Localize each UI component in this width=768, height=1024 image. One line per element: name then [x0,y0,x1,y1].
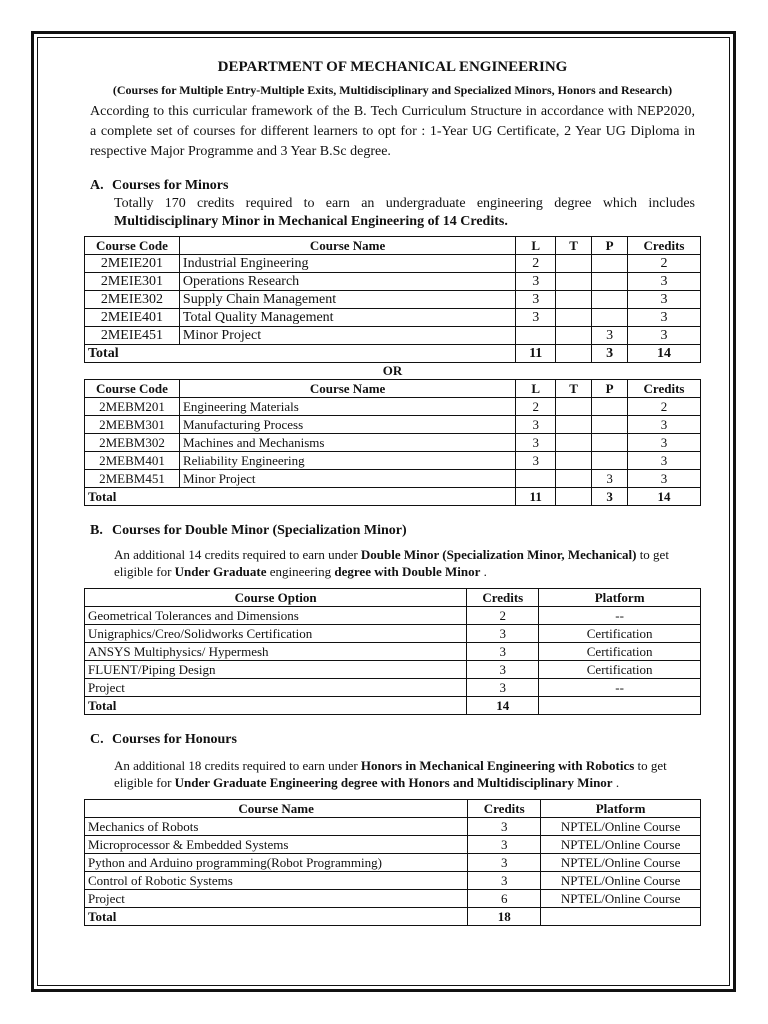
course-code-cell: 2MEBM451 [85,470,180,488]
col-l: L [516,380,556,398]
course-code-cell: 2MEBM302 [85,434,180,452]
minor-table-industrial [84,236,701,363]
credits-cell: 3 [628,416,701,434]
table-row [85,854,701,872]
col-platform: Platform [539,589,701,607]
total-label: Total [85,908,468,926]
p-cell [592,273,628,291]
table-row [85,890,701,908]
text-run-bold: Under Graduate [174,564,267,579]
t-cell [556,452,592,470]
l-cell [516,470,556,488]
text-run-bold: Honors in Mechanical Engineering with Robotics [360,758,635,773]
credits-cell: 2 [628,398,701,416]
course-code-cell: 2MEIE451 [85,327,180,345]
section-a-text [114,195,695,231]
document-body [90,58,695,926]
t-cell [556,470,592,488]
t-cell [556,327,592,345]
p-cell [592,452,628,470]
l-cell: 3 [516,434,556,452]
section-b-heading [90,522,695,540]
course-name-cell: Control of Robotic Systems [85,872,468,890]
p-cell: 3 [592,327,628,345]
total-l: 11 [516,345,556,363]
table-row [85,291,701,309]
section-title: Courses for Honours [112,732,237,747]
table-row [85,452,701,470]
platform-cell: NPTEL/Online Course [541,890,701,908]
total-credits: 14 [628,345,701,363]
col-course-code: Course Code [85,380,180,398]
course-code-cell: 2MEIE401 [85,309,180,327]
table-row [85,398,701,416]
credits-cell: 3 [467,679,539,697]
table-row [85,661,701,679]
total-t [556,345,592,363]
page-title: DEPARTMENT OF MECHANICAL ENGINEERING [217,59,568,75]
total-row [85,697,701,715]
l-cell: 3 [516,416,556,434]
col-l: L [516,237,556,255]
credits-cell: 6 [468,890,541,908]
platform-cell: Certification [539,643,701,661]
course-code-cell: 2MEIE301 [85,273,180,291]
section-title: Courses for Double Minor (Specialization Minor) [112,523,407,538]
honours-table [84,799,701,926]
section-b [90,522,695,715]
platform-cell: -- [539,607,701,625]
credits-cell: 3 [628,470,701,488]
table-row [85,679,701,697]
platform-cell: Certification [539,661,701,679]
course-option-cell: Unigraphics/Creo/Solidworks Certification [85,625,467,643]
credits-cell: 3 [467,625,539,643]
l-cell: 3 [516,273,556,291]
text-run: An additional 14 credits required to earn under [114,547,361,562]
p-cell [592,255,628,273]
credits-cell: 3 [468,818,541,836]
credits-cell: 3 [628,452,701,470]
course-name-cell: Operations Research [179,273,515,291]
col-p: P [592,380,628,398]
section-letter: C. [90,732,104,747]
total-p: 3 [592,345,628,363]
course-option-cell: FLUENT/Piping Design [85,661,467,679]
page-subtitle: (Courses for Multiple Entry-Multiple Exits, Multidisciplinary and Specialized Minors, Honors and Research) [112,83,673,97]
table-row [85,434,701,452]
p-cell [592,291,628,309]
t-cell [556,255,592,273]
col-t: T [556,237,592,255]
section-c [90,731,695,926]
course-name-cell: Minor Project [179,470,515,488]
table-header-row [85,380,701,398]
t-cell [556,309,592,327]
credits-cell: 3 [467,661,539,679]
credits-cell: 3 [628,291,701,309]
course-name-cell: Total Quality Management [179,309,515,327]
total-row [85,488,701,506]
col-course-code: Course Code [85,237,180,255]
col-credits: Credits [467,589,539,607]
text-run: An additional 18 credits required to earn under [114,758,361,773]
l-cell: 2 [516,398,556,416]
l-cell [516,327,556,345]
total-credits: 14 [467,697,539,715]
course-code-cell: 2MEIE302 [85,291,180,309]
credits-cell: 3 [628,309,701,327]
text-run: . [480,564,487,579]
course-name-cell: Engineering Materials [179,398,515,416]
total-platform [539,697,701,715]
course-name-cell: Python and Arduino programming(Robot Programming) [85,854,468,872]
total-label: Total [85,488,516,506]
p-cell [592,309,628,327]
t-cell [556,273,592,291]
t-cell [556,434,592,452]
col-course-name: Course Name [179,380,515,398]
section-title: Courses for Minors [112,178,229,193]
col-course-option: Course Option [85,589,467,607]
section-a-text-plain: Totally 170 credits required to earn an undergraduate engineering degree which includes [114,196,695,211]
l-cell: 3 [516,452,556,470]
col-credits: Credits [628,237,701,255]
section-a-text-bold: Multidisciplinary Minor in Mechanical Engineering of 14 Credits. [114,214,508,229]
platform-cell: Certification [539,625,701,643]
table-row [85,416,701,434]
section-letter: B. [90,523,103,538]
course-name-cell: Project [85,890,468,908]
credits-cell: 3 [628,434,701,452]
t-cell [556,416,592,434]
p-cell [592,434,628,452]
col-t: T [556,380,592,398]
table-row [85,309,701,327]
p-cell [592,416,628,434]
course-name-cell: Reliability Engineering [179,452,515,470]
table-row [85,470,701,488]
section-b-text [114,546,695,580]
total-l: 11 [516,488,556,506]
credits-cell: 3 [468,836,541,854]
credits-cell: 2 [628,255,701,273]
text-run: engineering [266,564,335,579]
platform-cell: NPTEL/Online Course [541,836,701,854]
platform-cell: NPTEL/Online Course [541,872,701,890]
course-code-cell: 2MEBM401 [85,452,180,470]
section-a-heading [90,177,695,195]
section-c-text [114,757,695,791]
col-credits: Credits [468,800,541,818]
credits-cell: 2 [467,607,539,625]
platform-cell: NPTEL/Online Course [541,854,701,872]
l-cell: 3 [516,309,556,327]
table-header-row [85,237,701,255]
table-row [85,273,701,291]
t-cell [556,398,592,416]
minor-table-mechanical [84,379,701,506]
table-row [85,327,701,345]
total-t [556,488,592,506]
table-row [85,818,701,836]
platform-cell: NPTEL/Online Course [541,818,701,836]
section-c-heading [90,731,695,749]
l-cell: 3 [516,291,556,309]
total-label: Total [85,345,516,363]
p-cell: 3 [592,470,628,488]
course-name-cell: Manufacturing Process [179,416,515,434]
total-p: 3 [592,488,628,506]
course-code-cell: 2MEBM301 [85,416,180,434]
course-option-cell: Project [85,679,467,697]
table-row [85,872,701,890]
credits-cell: 3 [628,327,701,345]
col-course-name: Course Name [85,800,468,818]
total-platform [541,908,701,926]
section-letter: A. [90,178,104,193]
course-code-cell: 2MEBM201 [85,398,180,416]
text-run: to get eligible for [114,547,669,579]
total-credits: 14 [628,488,701,506]
credits-cell: 3 [628,273,701,291]
total-row [85,345,701,363]
course-option-cell: ANSYS Multiphysics/ Hypermesh [85,643,467,661]
credits-cell: 3 [468,854,541,872]
t-cell [556,291,592,309]
text-run: . [612,775,620,790]
table-header-row [85,589,701,607]
credits-cell: 3 [468,872,541,890]
section-a [90,177,695,506]
table-row [85,643,701,661]
text-run-bold: Under Graduate Engineering degree with Honors and Multidisciplinary Minor [174,775,613,790]
col-p: P [592,237,628,255]
col-course-name: Course Name [179,237,515,255]
col-credits: Credits [628,380,701,398]
double-minor-table [84,588,701,715]
or-separator: OR [382,363,403,378]
col-platform: Platform [541,800,701,818]
text-run-bold: Double Minor (Specialization Minor, Mechanical) [360,547,637,562]
text-run-bold: degree with Double Minor [334,564,481,579]
course-name-cell: Mechanics of Robots [85,818,468,836]
table-row [85,607,701,625]
total-credits: 18 [468,908,541,926]
course-name-cell: Microprocessor & Embedded Systems [85,836,468,854]
table-header-row [85,800,701,818]
total-label: Total [85,697,467,715]
table-row [85,836,701,854]
course-name-cell: Machines and Mechanisms [179,434,515,452]
table-row [85,625,701,643]
course-name-cell: Industrial Engineering [179,255,515,273]
course-name-cell: Supply Chain Management [179,291,515,309]
l-cell: 2 [516,255,556,273]
p-cell [592,398,628,416]
course-code-cell: 2MEIE201 [85,255,180,273]
course-name-cell: Minor Project [179,327,515,345]
text-run: to get eligible for [114,758,667,790]
total-row [85,908,701,926]
platform-cell: -- [539,679,701,697]
table-row [85,255,701,273]
intro-paragraph: According to this curricular framework of the B. Tech Curriculum Structure in accordance with NEP2020, a complete set of courses for different learners to opt for : 1-Year UG Certificate, 2 Year UG Diploma in respective Major Programme and 3 Year B.Sc degree. [90,104,695,159]
course-option-cell: Geometrical Tolerances and Dimensions [85,607,467,625]
credits-cell: 3 [467,643,539,661]
